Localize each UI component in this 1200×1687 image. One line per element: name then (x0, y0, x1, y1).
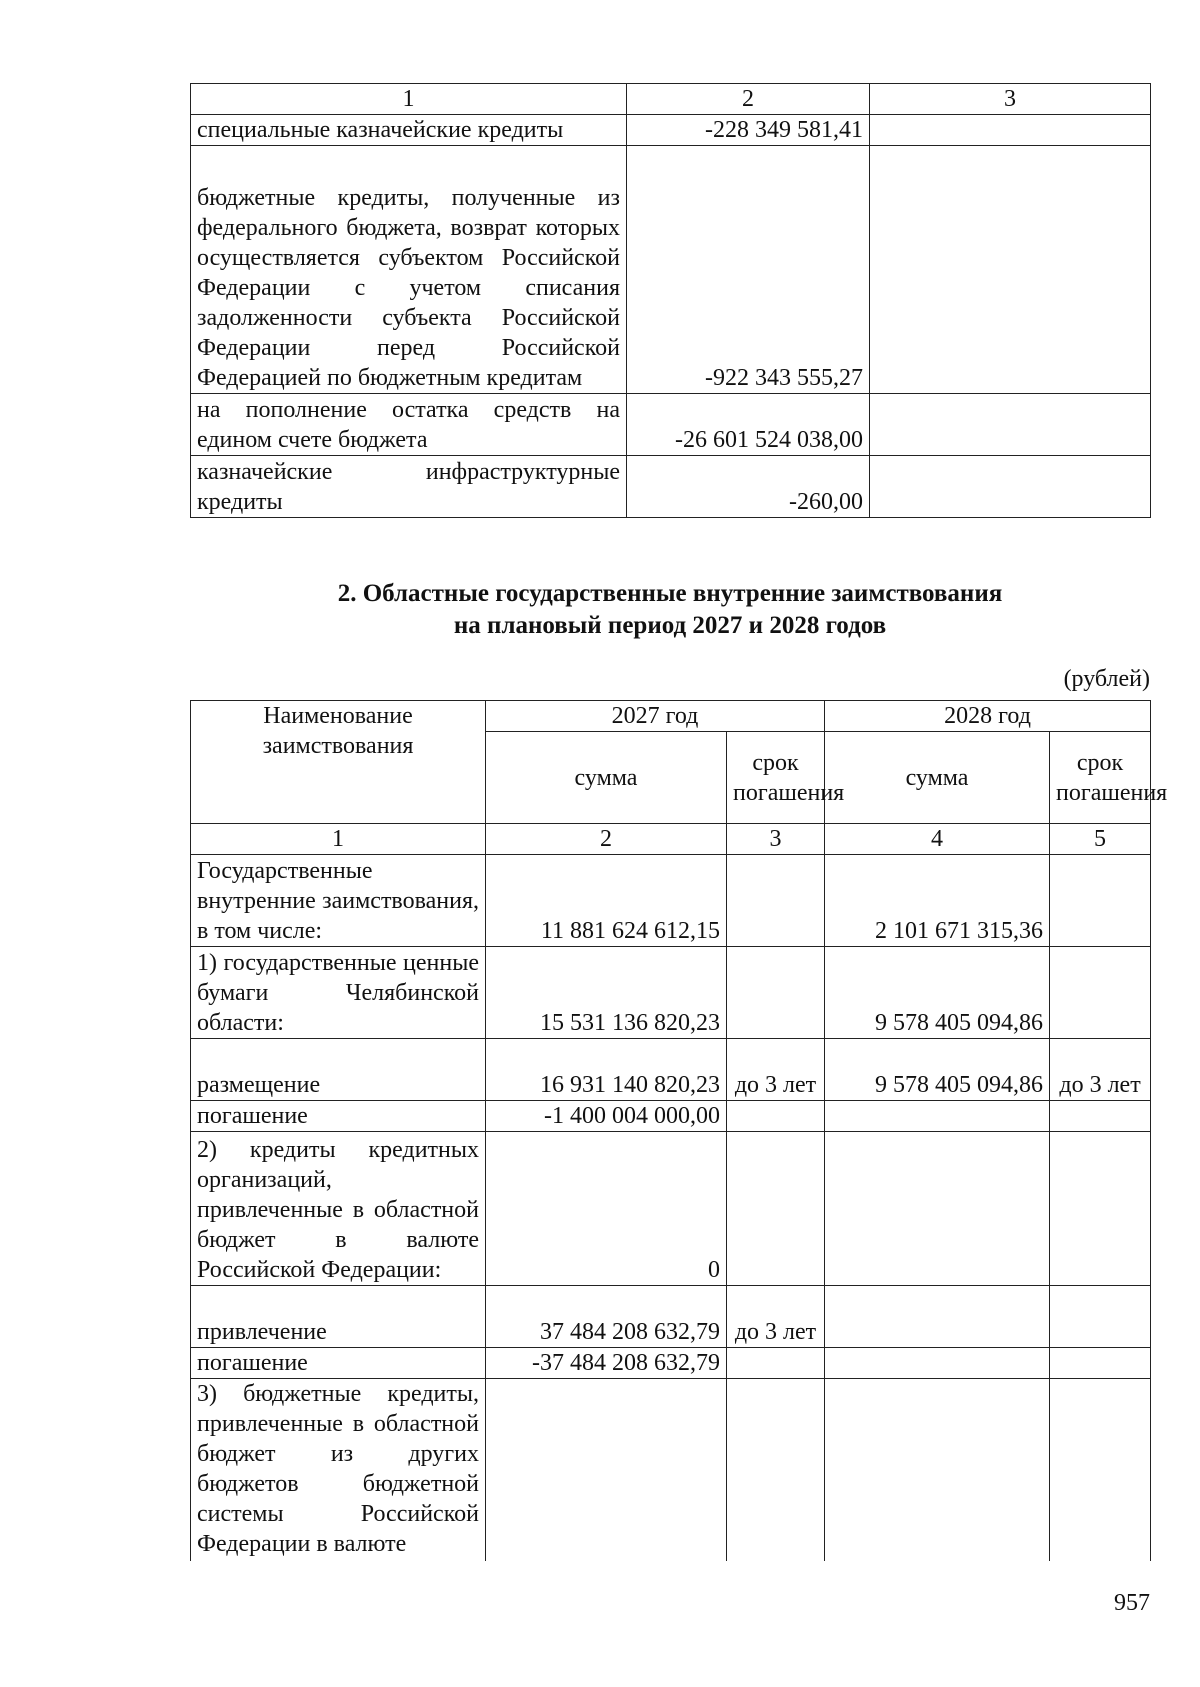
row-name: бюджетные кредиты, полученные из федерального бюджета, возврат которых осуществляется субъектом Российской Федерации с учетом списания задолженности субъекта Российской Федерации перед Российской Федерацией по бюджетным кредитам (191, 146, 627, 394)
column-number-1: 1 (191, 84, 627, 115)
header-year-2028: 2028 год (825, 701, 1151, 732)
row-sum-2027: -37 484 208 632,79 (486, 1348, 727, 1379)
row-sum-2027: 11 881 624 612,15 (486, 855, 727, 947)
row-term-2027: до 3 лет (727, 1286, 825, 1348)
column-number-3: 3 (870, 84, 1151, 115)
row-sum-2028 (825, 1101, 1050, 1132)
row-term-2028 (1050, 947, 1151, 1039)
row-col3 (870, 146, 1151, 394)
row-term-2028 (1050, 1348, 1151, 1379)
row-sum-2028: 9 578 405 094,86 (825, 947, 1050, 1039)
row-col3 (870, 456, 1151, 518)
row-name: 2) кредиты кредитных организаций, привлеченные в областной бюджет в валюте Российской Федерации: (191, 1132, 486, 1286)
section-title-line-2: на плановый период 2027 и 2028 годов (453, 612, 887, 639)
row-sum: -922 343 555,27 (627, 146, 870, 394)
sources-table-continuation (190, 83, 1151, 518)
row-sum: -228 349 581,41 (627, 115, 870, 146)
row-sum-2027: 15 531 136 820,23 (486, 947, 727, 1039)
row-sum: -26 601 524 038,00 (627, 394, 870, 456)
header-sum-2028: сумма (825, 732, 1050, 824)
page-number: 957 (1114, 1590, 1150, 1616)
header-term-2028: срок погашения (1050, 732, 1151, 824)
row-name: 3) бюджетные кредиты, привлеченные в областной бюджет из других бюджетов бюджетной системы Российской Федерации в валюте (191, 1379, 486, 1561)
column-number-1: 1 (191, 824, 486, 855)
row-col3 (870, 394, 1151, 456)
row-sum-2028 (825, 1132, 1050, 1286)
row-sum-2028 (825, 1379, 1050, 1561)
row-sum-2028: 2 101 671 315,36 (825, 855, 1050, 947)
row-term-2028: до 3 лет (1050, 1039, 1151, 1101)
row-sum-2027: -1 400 004 000,00 (486, 1101, 727, 1132)
column-number-2: 2 (486, 824, 727, 855)
row-name: казначейские инфраструктурные кредиты (191, 456, 627, 518)
header-name: Наименование заимствования (191, 701, 486, 824)
column-number-2: 2 (627, 84, 870, 115)
row-sum-2027 (486, 1379, 727, 1561)
row-sum: -260,00 (627, 456, 870, 518)
row-term-2028 (1050, 1379, 1151, 1561)
row-term-2027 (727, 1348, 825, 1379)
row-sum-2027: 0 (486, 1132, 727, 1286)
row-name: размещение (191, 1039, 486, 1101)
header-year-2027: 2027 год (486, 701, 825, 732)
row-term-2027 (727, 1132, 825, 1286)
row-term-2027 (727, 1379, 825, 1561)
column-number-4: 4 (825, 824, 1050, 855)
column-number-3: 3 (727, 824, 825, 855)
row-term-2027 (727, 855, 825, 947)
header-term-2027: срок погашения (727, 732, 825, 824)
row-name: Государственные внутренние заимствования, в том числе: (191, 855, 486, 947)
row-term-2028 (1050, 1101, 1151, 1132)
row-name: специальные казначейские кредиты (191, 115, 627, 146)
section-title-line-1: 2. Областные государственные внутренние заимствования (337, 580, 1003, 607)
row-term-2028 (1050, 1286, 1151, 1348)
row-name: 1) государственные ценные бумаги Челябинской области: (191, 947, 486, 1039)
row-name: на пополнение остатка средств на едином счете бюджета (191, 394, 627, 456)
row-sum-2028 (825, 1286, 1050, 1348)
row-col3 (870, 115, 1151, 146)
row-term-2027 (727, 947, 825, 1039)
column-number-5: 5 (1050, 824, 1151, 855)
unit-label: (рублей) (1063, 666, 1150, 692)
row-name: привлечение (191, 1286, 486, 1348)
header-sum-2027: сумма (486, 732, 727, 824)
row-name: погашение (191, 1348, 486, 1379)
row-term-2027 (727, 1101, 825, 1132)
row-sum-2028: 9 578 405 094,86 (825, 1039, 1050, 1101)
row-sum-2028 (825, 1348, 1050, 1379)
row-term-2027: до 3 лет (727, 1039, 825, 1101)
borrowings-table (190, 700, 1168, 1561)
row-sum-2027: 37 484 208 632,79 (486, 1286, 727, 1348)
row-term-2028 (1050, 855, 1151, 947)
row-name: погашение (191, 1101, 486, 1132)
row-sum-2027: 16 931 140 820,23 (486, 1039, 727, 1101)
row-term-2028 (1050, 1132, 1151, 1286)
